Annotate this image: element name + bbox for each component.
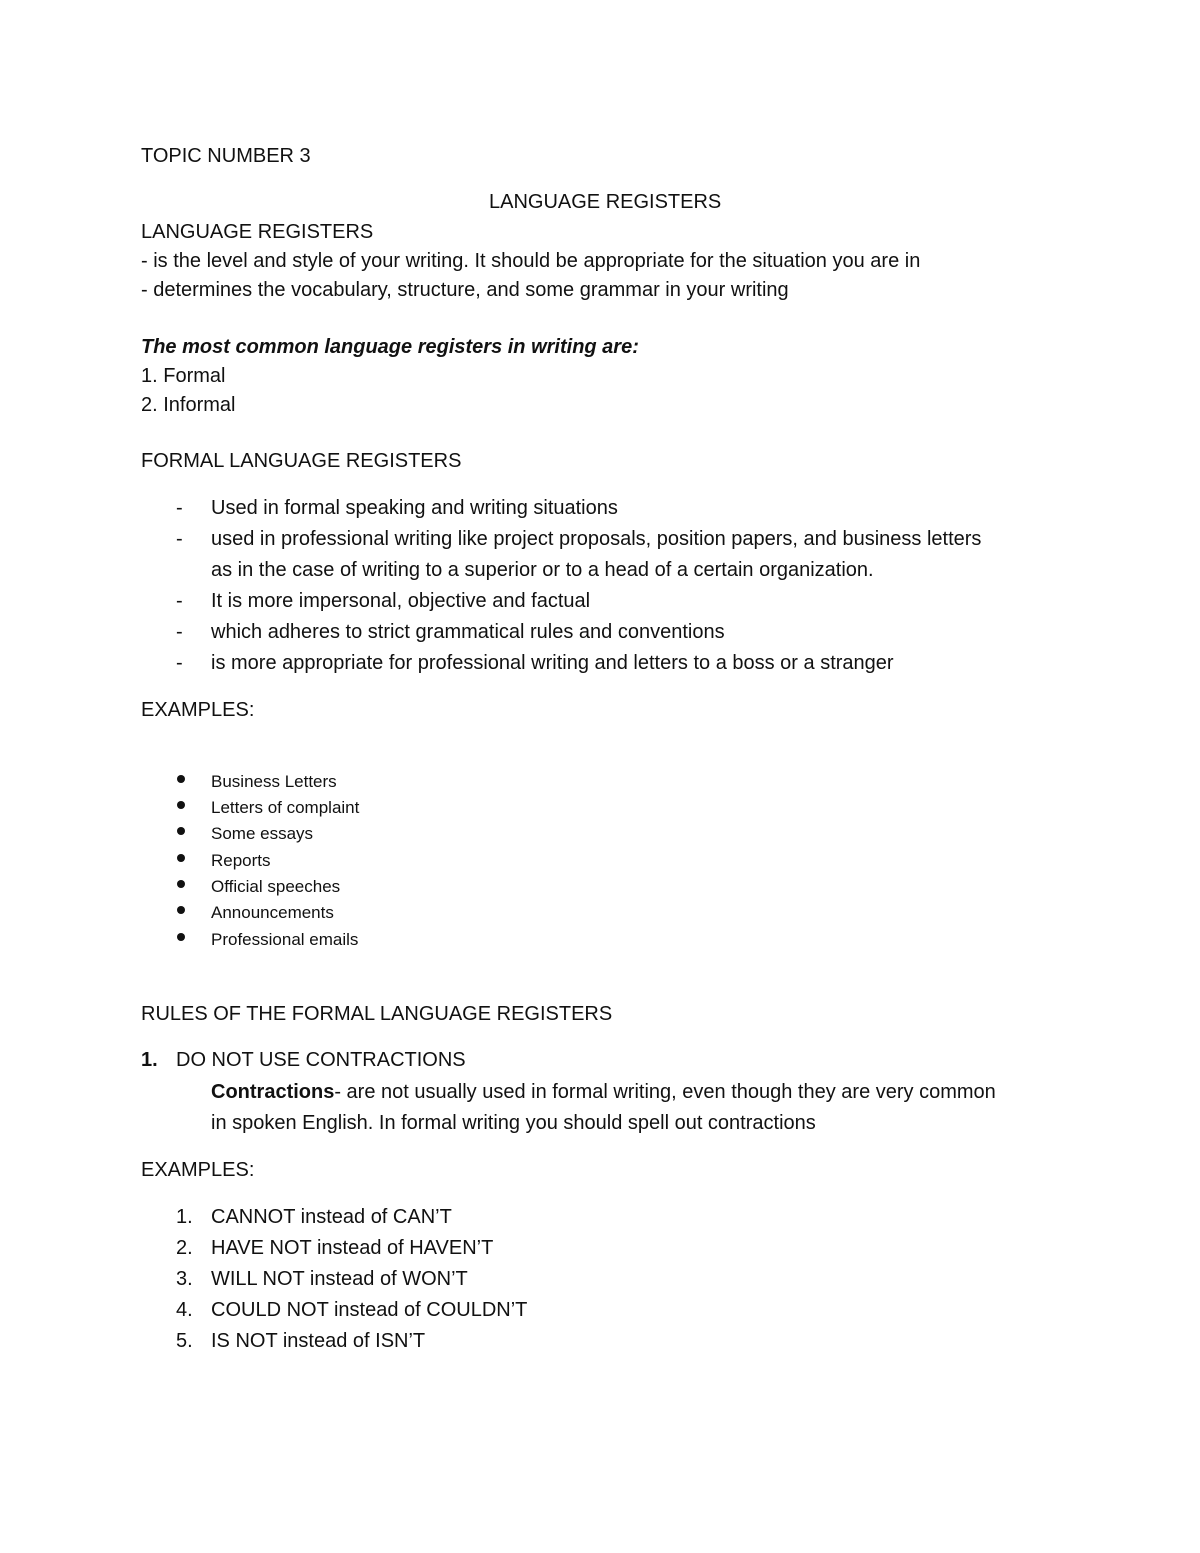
contraction-example: WILL NOT instead of WON’T xyxy=(211,1268,468,1290)
contraction-example: CANNOT instead of CAN’T xyxy=(211,1206,452,1228)
intro-line-2: - determines the vocabulary, structure, and some grammar in your writing xyxy=(141,279,789,301)
bullet-icon xyxy=(177,854,185,862)
bullet-icon xyxy=(177,801,185,809)
rules-heading: RULES OF THE FORMAL LANGUAGE REGISTERS xyxy=(141,1003,613,1025)
bullet-icon xyxy=(177,906,185,914)
document-title: LANGUAGE REGISTERS xyxy=(489,191,722,213)
examples-heading-2: EXAMPLES: xyxy=(141,1159,255,1181)
term-contractions: Contractions xyxy=(211,1081,335,1103)
contraction-example: HAVE NOT instead of HAVEN’T xyxy=(211,1237,494,1259)
contraction-example: IS NOT instead of ISN’T xyxy=(211,1330,426,1352)
common-item-formal: 1. Formal xyxy=(141,365,226,387)
contraction-example: COULD NOT instead of COULDN’T xyxy=(211,1299,528,1321)
rule-number: 1. xyxy=(141,1049,158,1071)
example-number: 5. xyxy=(176,1330,193,1352)
example-item: Business Letters xyxy=(211,772,337,791)
common-registers-heading: The most common language registers in writing are: xyxy=(141,336,639,358)
common-item-informal: 2. Informal xyxy=(141,394,236,416)
dash-marker: - xyxy=(176,590,183,612)
example-number: 1. xyxy=(176,1206,193,1228)
example-item: Reports xyxy=(211,851,271,870)
example-number: 4. xyxy=(176,1299,193,1321)
formal-item: which adheres to strict grammatical rules and conventions xyxy=(211,621,725,643)
bullet-icon xyxy=(177,775,185,783)
bullet-icon xyxy=(177,933,185,941)
formal-item: It is more impersonal, objective and factual xyxy=(211,590,591,612)
example-item: Professional emails xyxy=(211,930,359,949)
bullet-icon xyxy=(177,827,185,835)
formal-item: used in professional writing like project proposals, position papers, and business letters xyxy=(211,528,982,550)
example-number: 3. xyxy=(176,1268,193,1290)
dash-marker: - xyxy=(176,528,183,550)
example-item: Some essays xyxy=(211,824,314,843)
dash-marker: - xyxy=(176,497,183,519)
example-item: Announcements xyxy=(211,903,334,922)
definition-text: - are not usually used in formal writing, even though they are very common xyxy=(334,1081,996,1103)
example-item: Letters of complaint xyxy=(211,798,360,817)
formal-item: Used in formal speaking and writing situations xyxy=(211,497,618,519)
formal-heading: FORMAL LANGUAGE REGISTERS xyxy=(141,450,462,472)
formal-item-continuation: as in the case of writing to a superior or to a head of a certain organization. xyxy=(211,559,874,581)
intro-line-1: - is the level and style of your writing. It should be appropriate for the situation you are in xyxy=(141,250,921,272)
bullet-icon xyxy=(177,880,185,888)
example-number: 2. xyxy=(176,1237,193,1259)
rule-title: DO NOT USE CONTRACTIONS xyxy=(176,1049,466,1071)
dash-marker: - xyxy=(176,652,183,674)
rule-definition-line-1 xyxy=(211,1080,996,1104)
dash-marker: - xyxy=(176,621,183,643)
topic-number: TOPIC NUMBER 3 xyxy=(141,145,311,167)
rule-definition-line-2: in spoken English. In formal writing you should spell out contractions xyxy=(211,1112,816,1134)
examples-heading: EXAMPLES: xyxy=(141,699,255,721)
example-item: Official speeches xyxy=(211,877,341,896)
formal-item: is more appropriate for professional writing and letters to a boss or a stranger xyxy=(211,652,894,674)
intro-heading: LANGUAGE REGISTERS xyxy=(141,221,374,243)
